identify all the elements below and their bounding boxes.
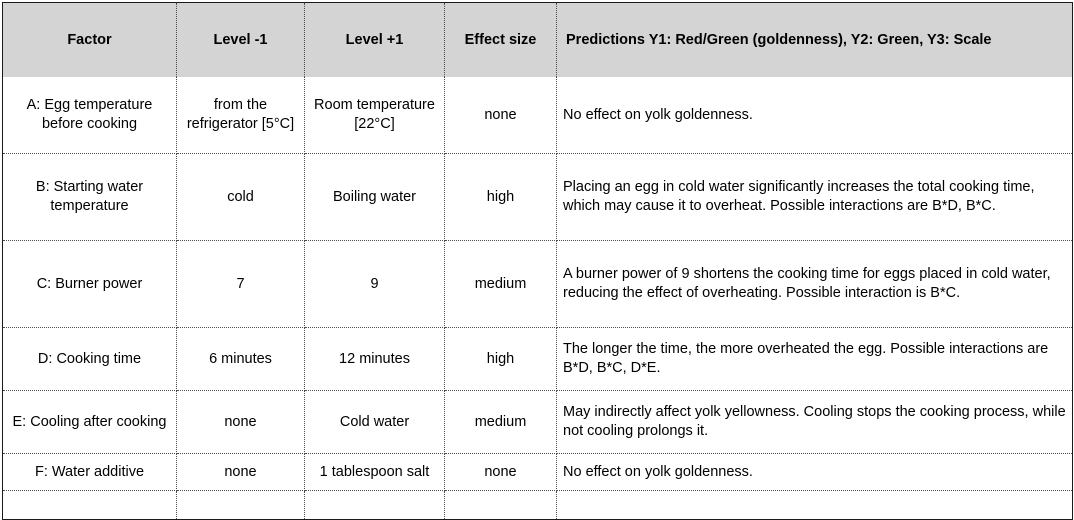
cell-effect-size: medium xyxy=(445,241,557,328)
cell-prediction: A burner power of 9 shortens the cooking time for eggs placed in cold water, reducing the effect of overheating. Possible interaction is B*C. xyxy=(557,241,1073,328)
column-header-predictions: Predictions Y1: Red/Green (goldenness), Y2: Green, Y3: Scale xyxy=(557,3,1073,78)
cell-effect-size: none xyxy=(445,77,557,154)
table-row xyxy=(3,391,1073,454)
cell-level-minus: none xyxy=(177,454,305,491)
cell-empty xyxy=(177,491,305,520)
table-row xyxy=(3,154,1073,241)
column-header-effect-size: Effect size xyxy=(445,3,557,78)
table-header xyxy=(3,3,1073,78)
header-row xyxy=(3,3,1073,78)
cell-level-minus: from the refrigerator [5°C] xyxy=(177,77,305,154)
cell-level-minus: none xyxy=(177,391,305,454)
cell-prediction: The longer the time, the more overheated the egg. Possible interactions are B*D, B*C, D*E. xyxy=(557,328,1073,391)
column-header-level-plus-1: Level +1 xyxy=(305,3,445,78)
table-row-empty xyxy=(3,491,1073,520)
table-row xyxy=(3,454,1073,491)
factor-table-sheet xyxy=(0,2,1074,480)
table-body xyxy=(3,77,1073,520)
cell-factor: D: Cooking time xyxy=(3,328,177,391)
cell-empty xyxy=(445,491,557,520)
cell-level-plus: 1 tablespoon salt xyxy=(305,454,445,491)
cell-level-plus: Room temperature [22°C] xyxy=(305,77,445,154)
table-row xyxy=(3,77,1073,154)
cell-level-plus: 9 xyxy=(305,241,445,328)
cell-empty xyxy=(305,491,445,520)
cell-level-minus: 7 xyxy=(177,241,305,328)
cell-prediction: No effect on yolk goldenness. xyxy=(557,454,1073,491)
cell-factor: B: Starting water temperature xyxy=(3,154,177,241)
cell-factor: A: Egg temperature before cooking xyxy=(3,77,177,154)
column-header-level-minus-1: Level -1 xyxy=(177,3,305,78)
cell-prediction: Placing an egg in cold water significantly increases the total cooking time, which may cause it to overheat. Possible interactions are B*D, B*C. xyxy=(557,154,1073,241)
cell-prediction: No effect on yolk goldenness. xyxy=(557,77,1073,154)
cell-prediction: May indirectly affect yolk yellowness. Cooling stops the cooking process, while not cooling prolongs it. xyxy=(557,391,1073,454)
cell-level-minus: 6 minutes xyxy=(177,328,305,391)
cell-level-minus: cold xyxy=(177,154,305,241)
cell-effect-size: high xyxy=(445,154,557,241)
cell-empty xyxy=(557,491,1073,520)
table-row xyxy=(3,241,1073,328)
cell-effect-size: none xyxy=(445,454,557,491)
table-row xyxy=(3,328,1073,391)
cell-factor: F: Water additive xyxy=(3,454,177,491)
cell-level-plus: Cold water xyxy=(305,391,445,454)
cell-factor: E: Cooling after cooking xyxy=(3,391,177,454)
factors-table xyxy=(2,2,1073,520)
cell-factor: C: Burner power xyxy=(3,241,177,328)
cell-level-plus: Boiling water xyxy=(305,154,445,241)
cell-level-plus: 12 minutes xyxy=(305,328,445,391)
cell-effect-size: medium xyxy=(445,391,557,454)
cell-effect-size: high xyxy=(445,328,557,391)
cell-empty xyxy=(3,491,177,520)
column-header-factor: Factor xyxy=(3,3,177,78)
